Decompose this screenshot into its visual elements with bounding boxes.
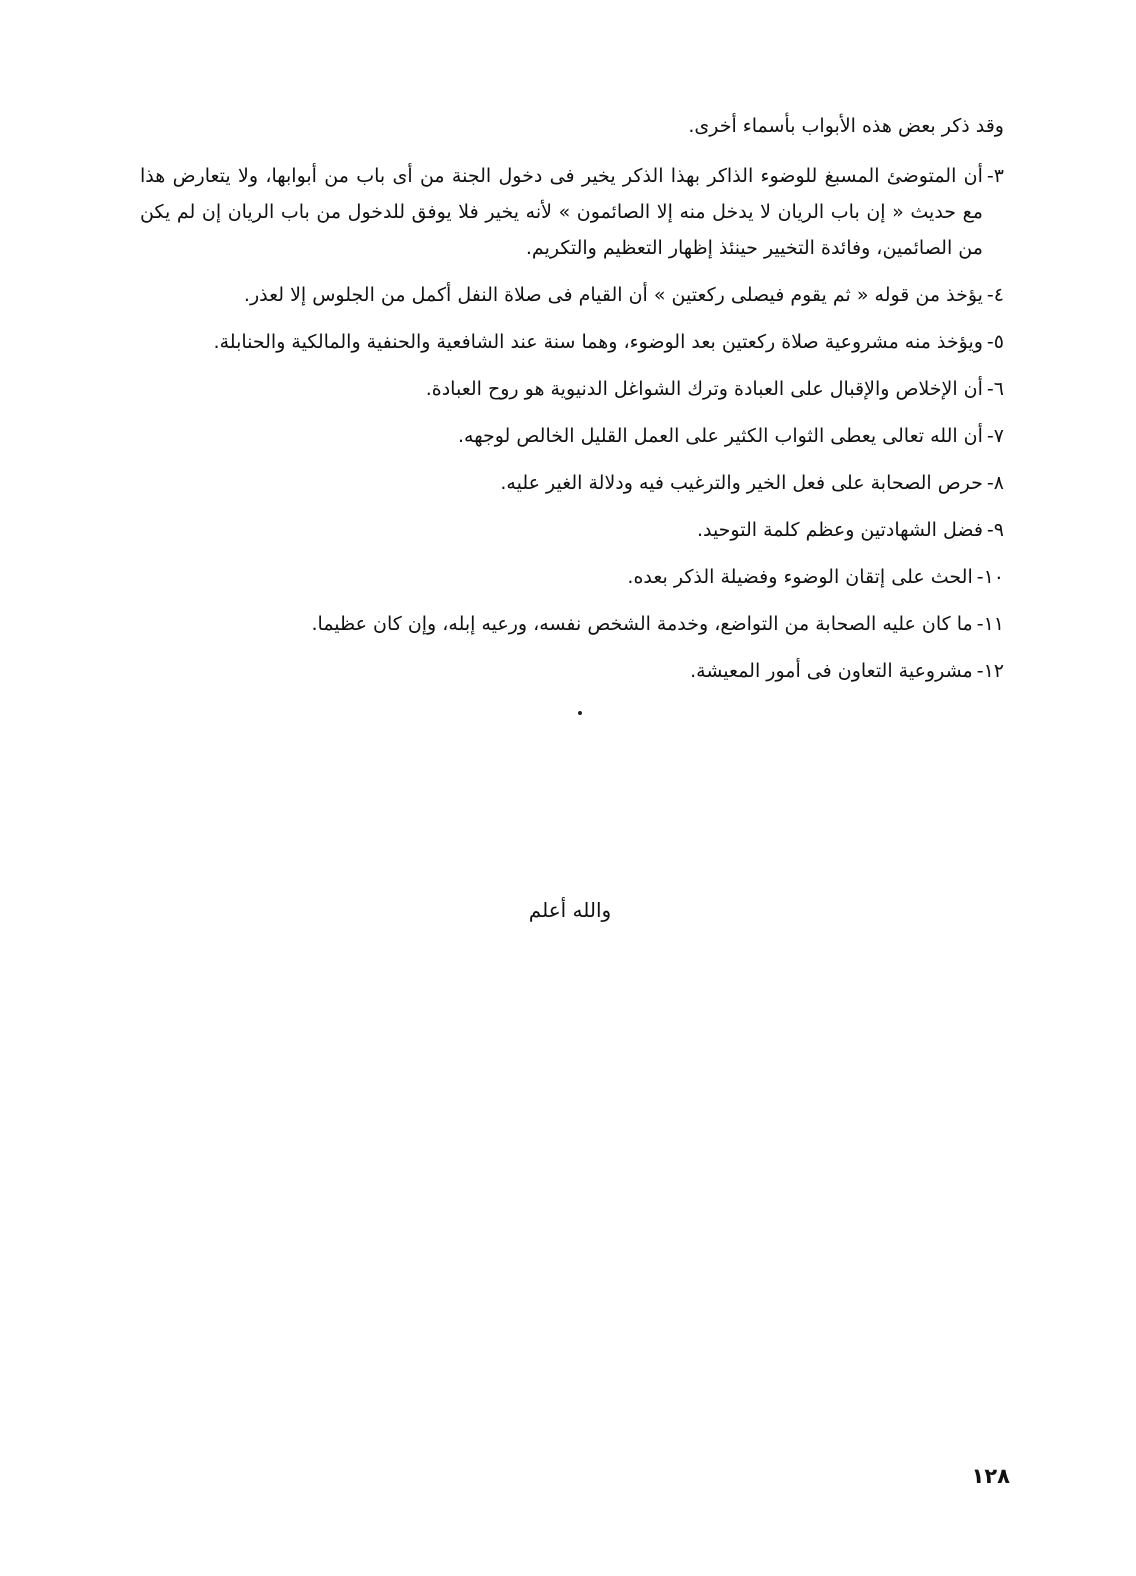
list-item: [140, 653, 1004, 689]
item-text: ما كان عليه الصحابة من التواضع، وخدمة الشخص نفسه، ورعيه إبله، وإن كان عظيما.: [311, 613, 973, 635]
page-number: ١٢٨: [971, 1464, 1010, 1488]
numbered-list: [140, 158, 1004, 700]
item-text: أن الإخلاص والإقبال على العبادة وترك الشواغل الدنيوية هو روح العبادة.: [425, 378, 983, 400]
item-text: فضل الشهادتين وعظم كلمة التوحيد.: [696, 519, 983, 541]
list-item: [140, 606, 1004, 642]
closing-phrase: والله أعلم: [528, 898, 612, 922]
ink-speck: [578, 711, 582, 715]
list-item: [140, 158, 1004, 266]
item-number: ١٠-: [976, 566, 1004, 588]
item-text: يؤخذ من قوله « ثم يقوم فيصلى ركعتين » أن القيام فى صلاة النفل أكمل من الجلوس إلا لعذر.: [243, 284, 983, 306]
list-item: [140, 465, 1004, 501]
item-text: أن الله تعالى يعطى الثواب الكثير على العمل القليل الخالص لوجهه.: [458, 425, 983, 447]
item-number: ٤-: [986, 284, 1004, 306]
item-number: ٥-: [986, 331, 1004, 353]
item-text: حرص الصحابة على فعل الخير والترغيب فيه ودلالة الغير عليه.: [500, 472, 983, 494]
intro-text: وقد ذكر بعض هذه الأبواب بأسماء أخرى.: [688, 115, 1004, 137]
item-number: ٩-: [986, 519, 1004, 541]
item-number: ٧-: [986, 425, 1004, 447]
item-number: ٣-: [986, 165, 1004, 187]
item-number: ١٢-: [976, 660, 1004, 682]
item-number: ١١-: [976, 613, 1004, 635]
item-text: ويؤخذ منه مشروعية صلاة ركعتين بعد الوضوء، وهما سنة عند الشافعية والحنفية والمالكية والحنابلة.: [213, 331, 983, 353]
list-item: [140, 277, 1004, 313]
item-text: الحث على إتقان الوضوء وفضيلة الذكر بعده.: [627, 566, 973, 588]
list-item: [140, 324, 1004, 360]
intro-paragraph: [140, 108, 1030, 144]
item-text: مشروعية التعاون فى أمور المعيشة.: [690, 660, 973, 682]
list-item: [140, 371, 1004, 407]
item-number: ٦-: [986, 378, 1004, 400]
list-item: [140, 512, 1004, 548]
item-number: ٨-: [986, 472, 1004, 494]
list-item: [140, 559, 1004, 595]
item-text: أن المتوضئ المسبغ للوضوء الذاكر بهذا الذكر يخير فى دخول الجنة من أى باب من أبوابها، ولا يتعارض هذا مع حديث « إن باب الريان لا يدخل منه إلا الصائمون » لأنه يخير فلا يوفق للدخول من باب الريان إن لم يكن من الصائمين، وفائدة التخيير حينئذ إظهار التعظيم والتكريم.: [140, 165, 983, 259]
list-item: [140, 418, 1004, 454]
